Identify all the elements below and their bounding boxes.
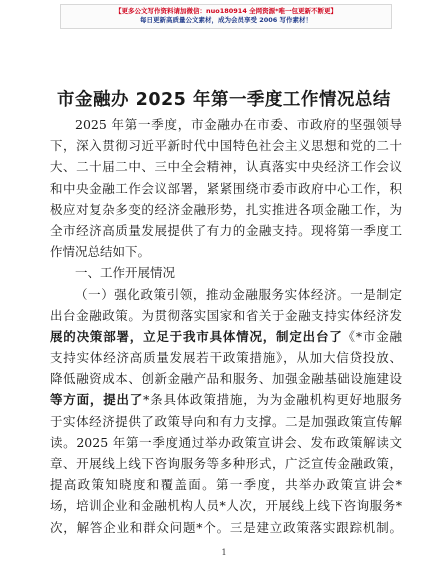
paragraph-line: 于实体经济提供了政策导向和有力支撑。二是加强政策宣传解: [50, 413, 402, 429]
promo-banner: [60, 4, 392, 29]
promo-line-contact: 【更多公文写作资料请加微信：nuo180914 全网资源*唯一包更新不断更】: [114, 7, 338, 15]
paragraph-line: 支持实体经济高质量发展若干政策措施》，从加大信贷投放、: [50, 350, 402, 366]
paragraph-line: 出台金融政策。为贯彻落实国家和省关于金融支持实体经济发: [50, 307, 402, 323]
intro-line: 全市经济高质量发展提供了有力的金融支持。现将第一季度工: [50, 222, 402, 238]
bold-text: 等方面，提出了: [50, 392, 144, 408]
intro-line: 大、二十届二中、三中全会精神，认真落实中央经济工作会议: [50, 159, 402, 175]
paragraph-line: [50, 389, 402, 410]
paragraph-line: 次，解答企业和群众问题*个。三是建立政策落实跟踪机制。: [50, 519, 402, 535]
paragraph-line: [50, 326, 402, 347]
intro-line: 作情况总结如下。: [50, 244, 151, 260]
document-title: 市金融办 2025 年第一季度工作情况总结: [57, 90, 391, 110]
document-body: [50, 114, 402, 538]
page-number: 1: [221, 548, 227, 557]
paragraph-line: （一）强化政策引领，推动金融服务实体经济。一是制定: [75, 286, 402, 302]
section-heading: 一、工作开展情况: [75, 265, 176, 281]
paragraph-text: *条具体政策措施，为为金融机构更好地服务: [143, 392, 402, 408]
paragraph-line: 读。2025 年第一季度通过举办政策宣讲会、发布政策解读文: [50, 434, 402, 450]
intro-line: 下，深入贯彻习近平新时代中国特色社会主义思想和党的二十: [50, 138, 402, 154]
intro-line: 2025 年第一季度，市金融办在市委、市政府的坚强领导: [75, 117, 402, 132]
promo-line-membership: 每日更新高质量公文素材，成为会员享受 2006 写作素材！: [139, 16, 313, 24]
paragraph-line: 场，培训企业和金融机构人员*人次，开展线上线下咨询服务*: [50, 498, 402, 514]
bold-text: 展的决策部署，立足于我市具体情况，制定出台了: [50, 328, 343, 344]
intro-line: 和中央金融工作会议部署，紧紧围绕市委市政府中心工作，积: [50, 180, 402, 196]
intro-line: 极应对复杂多变的经济金融形势，扎实推进各项金融工作，为: [50, 201, 402, 217]
paragraph-line: 降低融资成本、创新金融产品和服务、加强金融基础设施建设: [50, 371, 402, 387]
paragraph-line: 章、开展线上线下咨询服务等多种形式，广泛宣传金融政策，: [50, 456, 402, 471]
paragraph-line: 提高政策知晓度和覆盖面。第一季度，共举办政策宣讲会*: [50, 477, 402, 493]
paragraph-text: 《*市金融: [342, 328, 402, 344]
